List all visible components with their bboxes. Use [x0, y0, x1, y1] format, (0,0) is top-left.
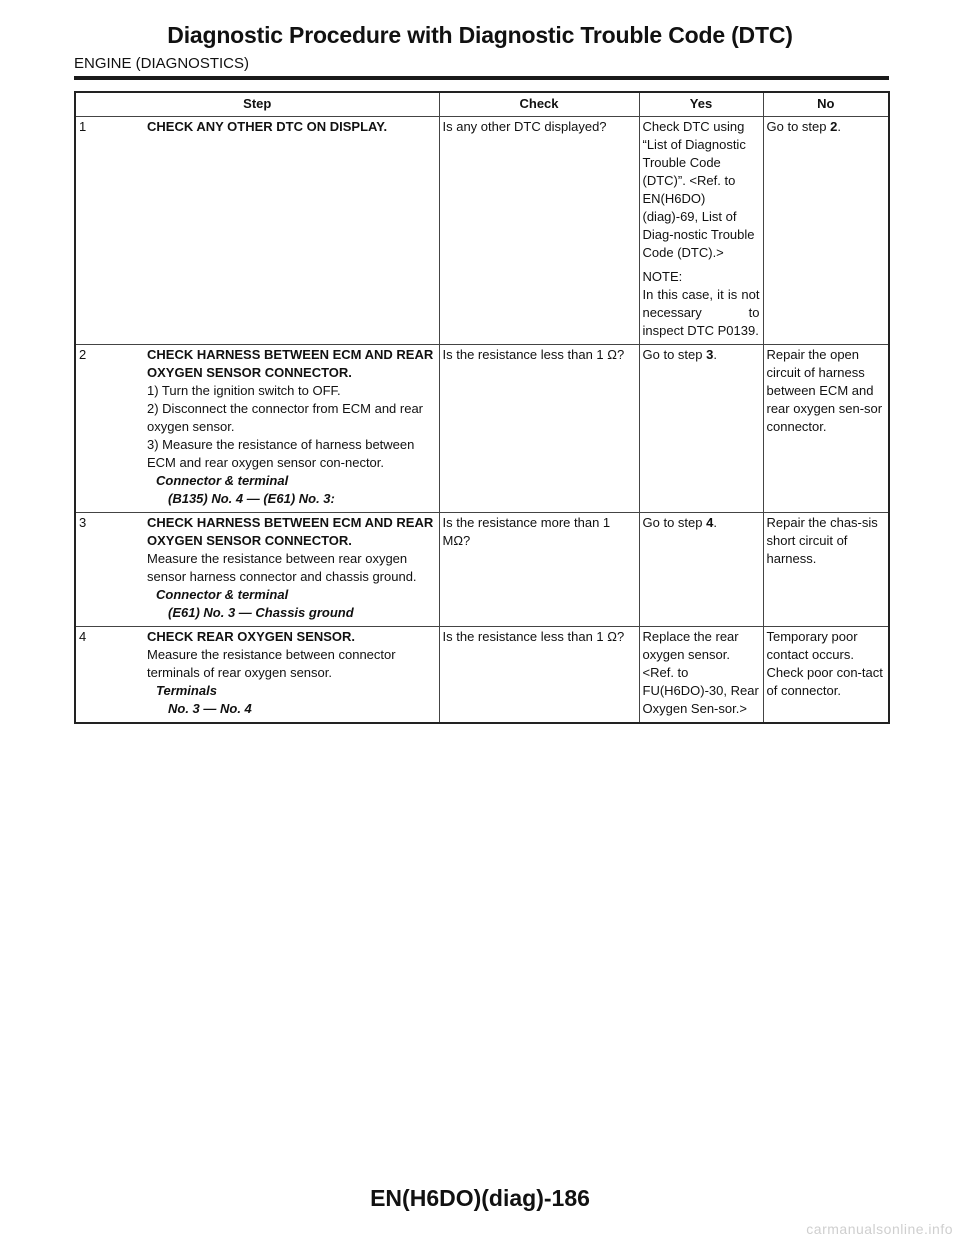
no-cell: Repair the chas-sis short circuit of harness.	[763, 513, 889, 627]
step-cell	[75, 345, 439, 513]
no-action-text: Go to step	[766, 119, 831, 134]
section-title: ENGINE (DIAGNOSTICS)	[74, 55, 250, 72]
table-header-row	[75, 92, 889, 117]
column-header-check: Check	[439, 92, 639, 117]
page-number: EN(H6DO)(diag)-186	[370, 1185, 590, 1211]
yes-action-end: .	[713, 347, 717, 362]
yes-action-text: Go to step	[642, 515, 707, 530]
check-cell: Is the resistance less than 1 Ω?	[439, 627, 639, 724]
step-instruction: 1) Turn the ignition switch to OFF.	[147, 383, 341, 398]
yes-action: Check DTC using “List of Diagnostic Trouble Code (DTC)”. <Ref. to EN(H6DO)(diag)-69, List of Diag-nostic Trouble Code (DTC).>	[642, 119, 755, 260]
spec-value: (E61) No. 3 — Chassis ground	[168, 605, 354, 620]
step-instruction: 3) Measure the resistance of harness between ECM and rear oxygen sensor con-nector.	[147, 437, 415, 470]
table-row	[75, 627, 889, 724]
check-cell: Is the resistance less than 1 Ω?	[439, 345, 639, 513]
header-rule	[74, 76, 889, 80]
step-title: CHECK HARNESS BETWEEN ECM AND REAR OXYGEN SENSOR CONNECTOR.	[147, 515, 434, 548]
table-row	[75, 513, 889, 627]
column-header-step: Step	[75, 92, 439, 117]
yes-action-step: 4	[706, 515, 714, 530]
yes-action-text: Go to step	[642, 347, 707, 362]
page-title: Diagnostic Procedure with Diagnostic Trouble Code (DTC)	[167, 22, 793, 48]
watermark: carmanualsonline.info	[806, 1221, 953, 1237]
check-cell: Is any other DTC displayed?	[439, 117, 639, 345]
check-cell: Is the resistance more than 1 MΩ?	[439, 513, 639, 627]
column-header-yes: Yes	[639, 92, 763, 117]
yes-cell	[639, 117, 763, 345]
step-number: 3	[79, 515, 87, 530]
yes-cell	[639, 513, 763, 627]
spec-value: No. 3 — No. 4	[168, 701, 252, 716]
step-number: 4	[79, 629, 87, 644]
spec-label: Connector & terminal	[156, 473, 289, 488]
step-title: CHECK REAR OXYGEN SENSOR.	[147, 629, 356, 644]
diagnostic-table	[74, 91, 890, 724]
step-instruction: Measure the resistance between connector terminals of rear oxygen sensor.	[147, 647, 396, 680]
yes-action-step: 3	[706, 347, 714, 362]
step-cell	[75, 117, 439, 345]
step-title: CHECK HARNESS BETWEEN ECM AND REAR OXYGEN SENSOR CONNECTOR.	[147, 347, 434, 380]
no-action-step: 2	[830, 119, 838, 134]
yes-cell: Replace the rear oxygen sensor. <Ref. to FU(H6DO)-30, Rear Oxygen Sen-sor.>	[639, 627, 763, 724]
step-number: 2	[79, 347, 87, 362]
column-header-no: No	[763, 92, 889, 117]
note-label: NOTE:	[642, 269, 683, 284]
table-row	[75, 345, 889, 513]
no-cell: Temporary poor contact occurs. Check poor con-tact of connector.	[763, 627, 889, 724]
spec-value: (B135) No. 4 — (E61) No. 3:	[168, 491, 335, 506]
no-cell	[763, 117, 889, 345]
step-instruction: Measure the resistance between rear oxygen sensor harness connector and chassis ground.	[147, 551, 417, 584]
step-instruction: 2) Disconnect the connector from ECM and rear oxygen sensor.	[147, 401, 424, 434]
step-cell	[75, 513, 439, 627]
spec-label: Terminals	[156, 683, 217, 698]
table-row	[75, 117, 889, 345]
step-number: 1	[79, 119, 87, 134]
note-text: In this case, it is not necessary to inspect DTC P0139.	[642, 287, 760, 338]
yes-action-end: .	[713, 515, 717, 530]
no-cell: Repair the open circuit of harness between ECM and rear oxygen sen-sor connector.	[763, 345, 889, 513]
step-cell	[75, 627, 439, 724]
spec-label: Connector & terminal	[156, 587, 289, 602]
yes-cell	[639, 345, 763, 513]
no-action-end: .	[837, 119, 841, 134]
step-title: CHECK ANY OTHER DTC ON DISPLAY.	[147, 119, 388, 134]
